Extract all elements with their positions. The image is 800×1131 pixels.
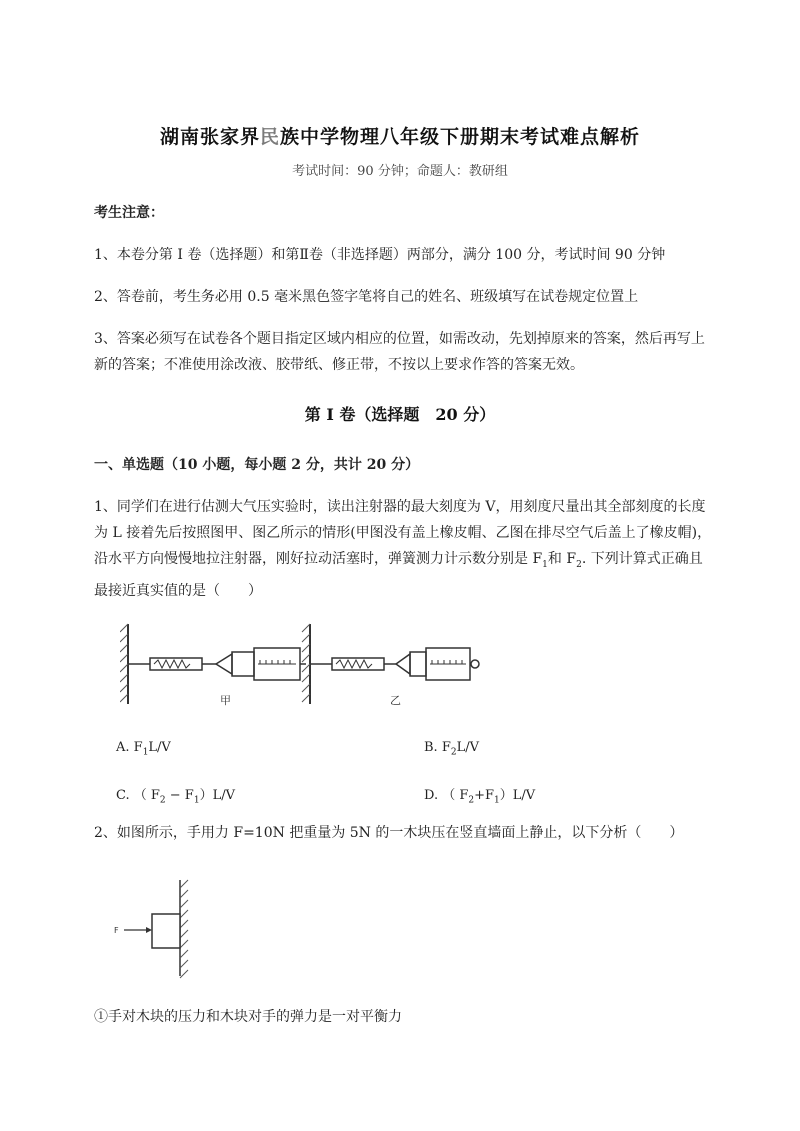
part-heading: 一、单选题（10 小题，每小题 2 分，共计 20 分） [94,457,420,473]
syringe-left [232,648,306,680]
syringe-experiment-figure [120,620,480,712]
q1-option-b[interactable]: B. $F_2L/V$ [424,740,479,758]
section-title: 第 I 卷（选择题 20 分） [304,405,496,424]
figure-label-left: 甲 [220,694,231,707]
syringe-right [410,648,479,680]
notice-heading: 考生注意： [94,205,164,221]
force-arrow-head [146,927,152,933]
title-part2: 族中学物理八年级下册期末考试难点解析 [280,126,641,148]
q1-option-d[interactable]: D. （ $F_2+F_1)L/V$ [424,788,536,806]
wood-block [152,914,180,948]
spring-scale-left [128,654,232,674]
spring-scale-right [310,654,410,674]
title-highlight: 民 [259,126,280,148]
notice-item-2: 2、答卷前，考生务必用 0.5 毫米黑色签字笔将自己的姓名、班级填写在试卷规定位置上 [94,289,639,305]
question-2-text: 2、如图所示，手用力 F=10N 把重量为 5N 的一木块压在竖直墙面上静止，以下分析（ ） [94,825,684,841]
question-1-text: 1、同学们在进行估测大气压实验时，读出注射器的最大刻度为 V，用刻度尺量出其全部刻度的长度为 L 接着先后按照图甲、图乙所示的情形(甲图没有盖上橡皮帽、乙图在排尽空气后盖上了橡皮帽)，沿水平方向慢慢地拉注射器，刚好拉动活塞时，弹簧测力计示数分别是 $F_1$和 $F_2$. 下列计算式正确且最接近真实值的是（ ） [94,499,712,599]
notice-item-1: 1、本卷分第 I 卷（选择题）和第Ⅱ卷（非选择题）两部分，满分 100 分，考试时间 90 分钟 [94,247,666,263]
force-label: F [114,926,119,935]
figure-label-right: 乙 [390,694,401,707]
page-title [0,122,800,149]
block-wall-figure [112,878,202,980]
title-part1: 湖南张家界 [159,126,260,148]
q1-option-a[interactable]: A. $F_1L/V$ [116,740,171,758]
q1-option-c[interactable]: C. （ $F_2 - F_1)L/V$ [116,788,235,806]
notice-item-3: 3、答案必须写在试卷各个题目指定区域内相应的位置，如需改动，先划掉原来的答案，然后再写上新的答案；不准使用涂改液、胶带纸、修正带，不按以上要求作答的答案无效。 [94,331,705,373]
right-wall-hatch [302,624,310,702]
left-wall-hatch [120,624,128,702]
wall-hatch [180,880,188,978]
exam-subtitle: 考试时间：90 分钟；命题人：教研组 [292,164,508,179]
q2-statement-1: ①手对木块的压力和木块对手的弹力是一对平衡力 [94,1009,402,1025]
